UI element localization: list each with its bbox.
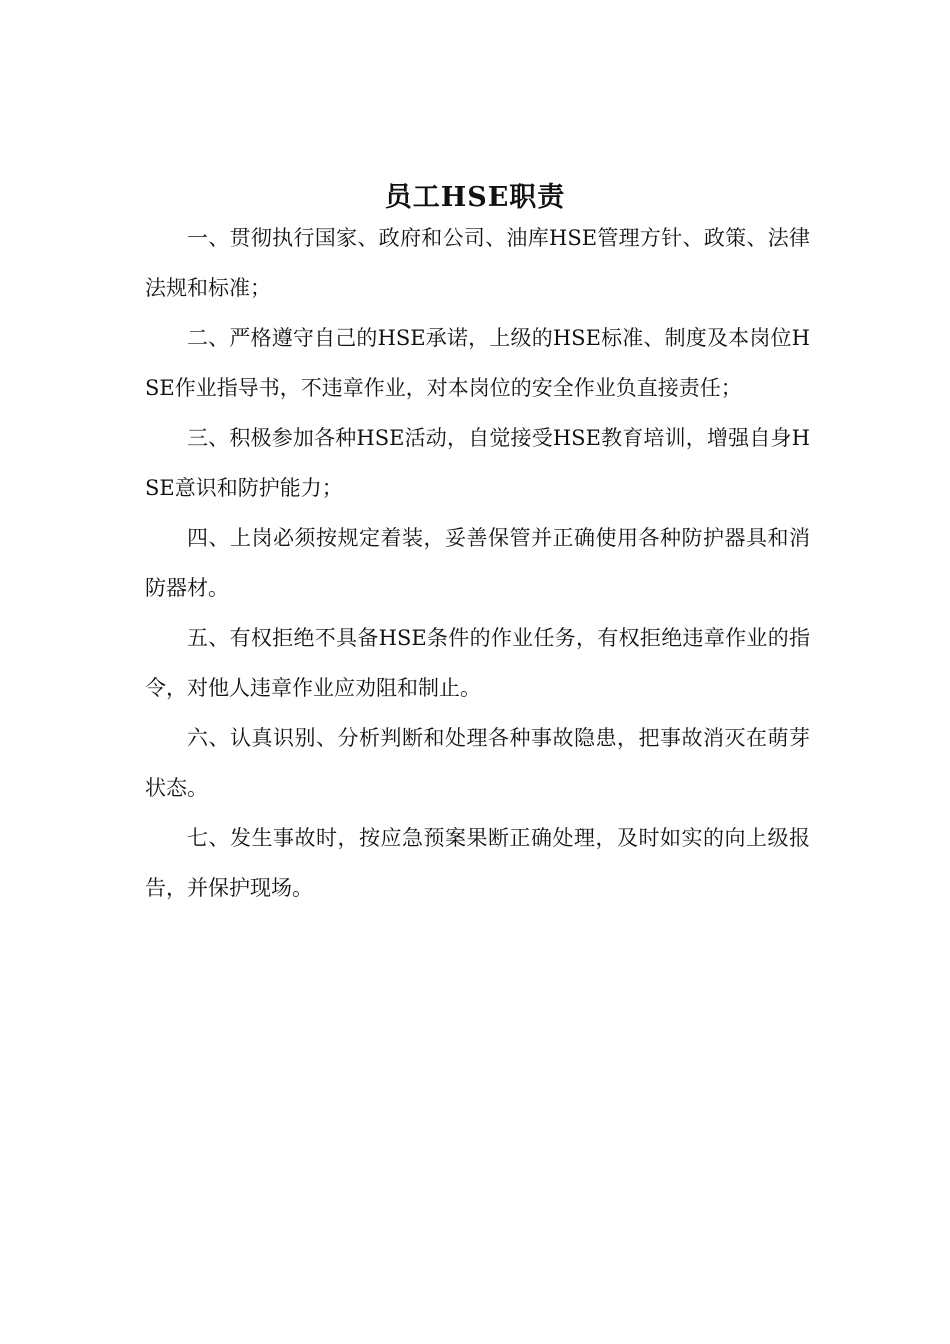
duty-item-1: 一、贯彻执行国家、政府和公司、油库HSE管理方针、政策、法律法规和标准； (145, 226, 810, 300)
document-body (145, 213, 810, 913)
duty-item-5: 五、有权拒绝不具备HSE条件的作业任务，有权拒绝违章作业的指令，对他人违章作业应劝阻和制止。 (145, 626, 810, 700)
duty-item-7: 七、发生事故时，按应急预案果断正确处理，及时如实的向上级报告，并保护现场。 (145, 826, 810, 900)
duty-item-4: 四、上岗必须按规定着装，妥善保管并正确使用各种防护器具和消防器材。 (145, 526, 810, 600)
document-title: 员工HSE职责 (384, 182, 566, 214)
duty-item-6: 六、认真识别、分析判断和处理各种事故隐患，把事故消灭在萌芽状态。 (145, 726, 810, 800)
duty-item-2: 二、严格遵守自己的HSE承诺，上级的HSE标准、制度及本岗位HSE作业指导书，不违章作业，对本岗位的安全作业负直接责任； (145, 326, 810, 400)
duty-item-3: 三、积极参加各种HSE活动，自觉接受HSE教育培训，增强自身HSE意识和防护能力； (145, 426, 810, 500)
